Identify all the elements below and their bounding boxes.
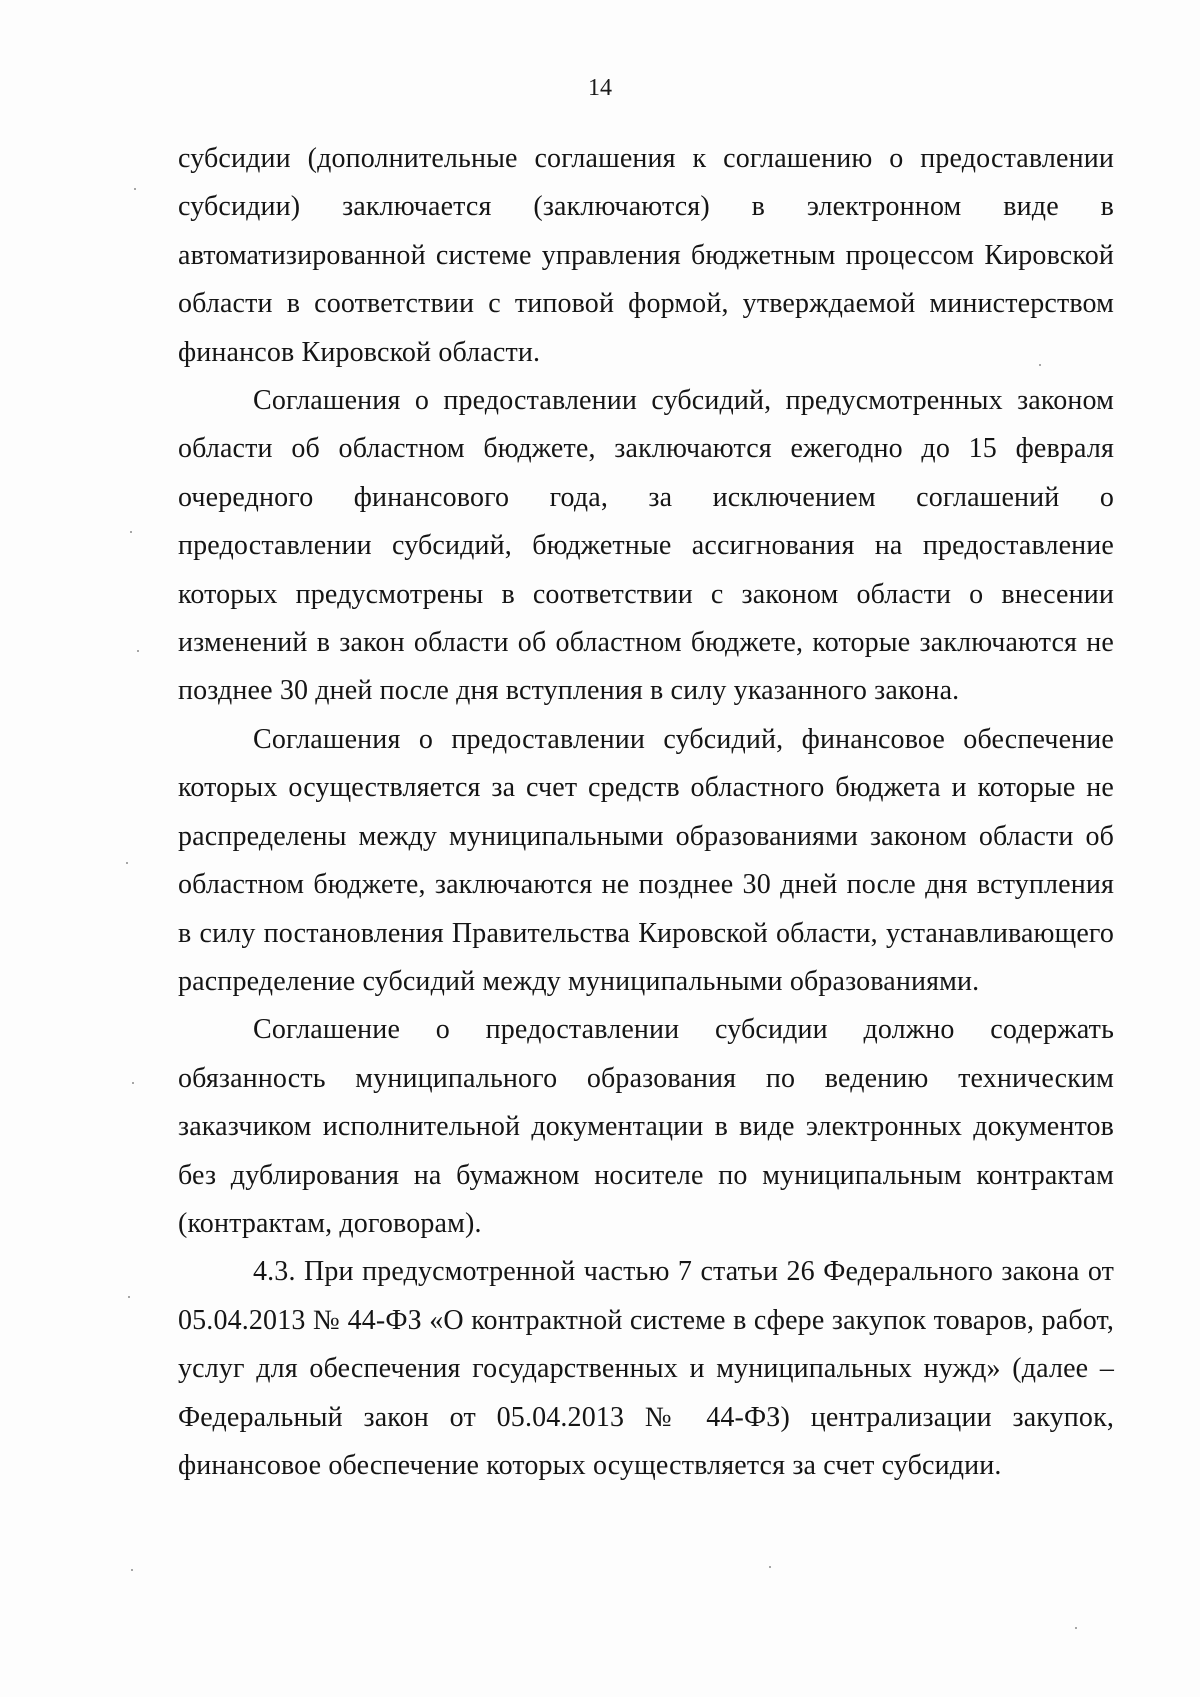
document-body <box>178 135 1114 1490</box>
scan-speck <box>769 1566 771 1568</box>
scan-speck <box>130 531 132 533</box>
scan-speck <box>134 188 136 190</box>
scan-speck <box>131 1569 133 1571</box>
paragraph-5: 4.3. При предусмотренной частью 7 статьи 26 Федерального закона от 05.04.2013 № 44-ФЗ «О контрактной системе в сфере закупок товаров, работ, услуг для обеспечения государственных и муниципальных нужд» (далее – Федеральный закон от 05.04.2013 № 44-ФЗ) централизации закупок, финансовое обеспечение которых осуществляется за счет субсидии. <box>178 1256 1114 1481</box>
paragraph-4: Соглашение о предоставлении субсидии должно содержать обязанность муниципального образования по ведению техническим заказчиком исполнительной документации в виде электронных документов без дублирования на бумажном носителе по муниципальным контрактам (контрактам, договорам). <box>178 1014 1114 1239</box>
scan-speck <box>128 1296 130 1298</box>
scan-speck <box>1075 1627 1077 1629</box>
scan-speck <box>137 650 139 652</box>
paragraph-1: субсидии (дополнительные соглашения к соглашению о предоставлении субсидии) заключается (заключаются) в электронном виде в автоматизированной системе управления бюджетным процессом Кировской области в соответствии с типовой формой, утверждаемой министерством финансов Кировской области. <box>178 143 1114 368</box>
page-number: 14 <box>588 75 612 101</box>
scan-speck <box>132 1082 134 1084</box>
scan-speck <box>126 862 128 864</box>
scan-speck <box>1039 364 1041 366</box>
paragraph-3: Соглашения о предоставлении субсидий, финансовое обеспечение которых осуществляется за счет средств областного бюджета и которые не распределены между муниципальными образованиями законом области об областном бюджете, заключаются не позднее 30 дней после дня вступления в силу постановления Правительства Кировской области, устанавливающего распределение субсидий между муниципальными образованиями. <box>178 723 1114 997</box>
paragraph-2: Соглашения о предоставлении субсидий, предусмотренных законом области об областном бюджете, заключаются ежегодно до 15 февраля очередного финансового года, за исключением соглашений о предоставлении субсидий, бюджетные ассигнования на предоставление которых предусмотрены в соответствии с законом области о внесении изменений в закон области об областном бюджете, которые заключаются не позднее 30 дней после дня вступления в силу указанного закона. <box>178 385 1114 707</box>
